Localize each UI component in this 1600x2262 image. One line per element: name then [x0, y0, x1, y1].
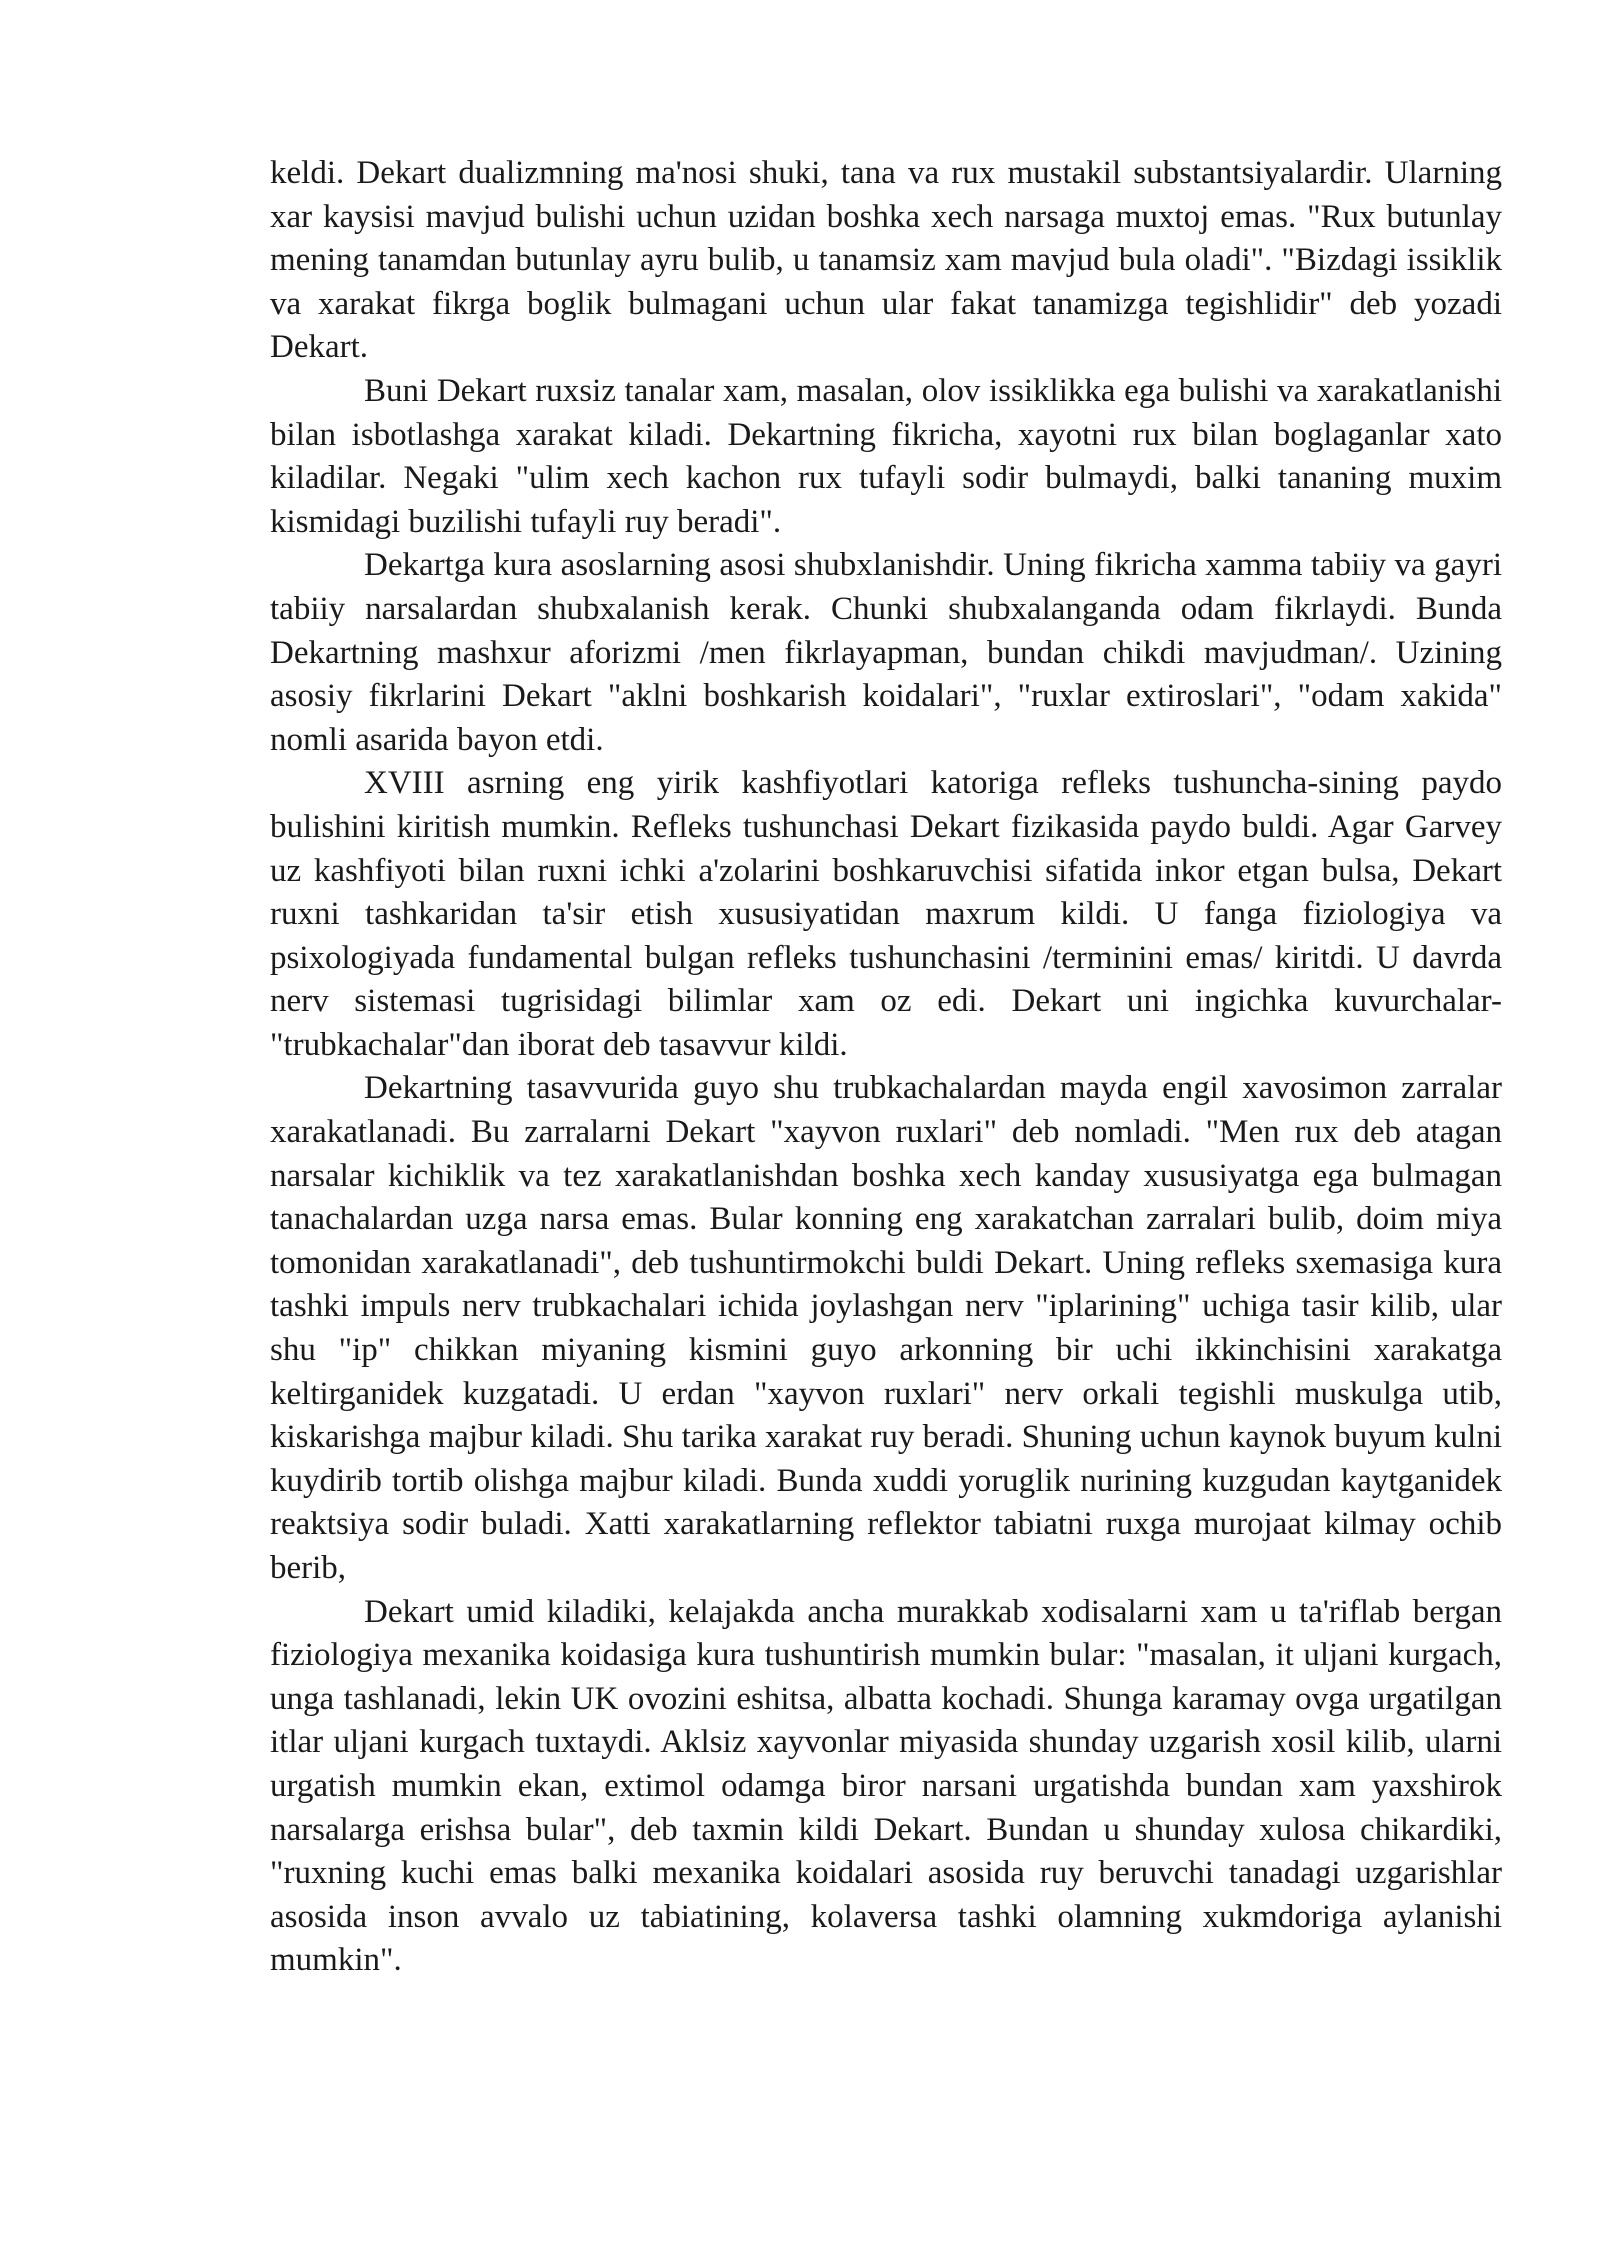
paragraph-3: Dekartga kura asoslarning asosi shubxlanishdir. Uning fikricha xamma tabiiy va gayri tabiiy narsalardan shubxalanish kerak. Chunki shubxalanganda odam fikrlaydi. Bunda Dekartning mashxur aforizmi /men fikrlayapman, bundan chikdi mavjudman/. Uzining asosiy fikrlarini Dekart "aklni boshkarish koidalari", "ruxlar extiroslari", "odam xakida" nomli asarida bayon etdi.	[270, 547, 1502, 758]
paragraph-5: Dekartning tasavvurida guyo shu trubkachalardan mayda engil xavosimon zarralar xarakatlanadi. Bu zarralarni Dekart "xayvon ruxlari" deb nomladi. "Men rux deb atagan narsalar kichiklik va tez xarakatlanishdan boshka xech kanday xususiyatga ega bulmagan tanachalardan uzga narsa emas. Bular konning eng xarakatchan zarralari bulib, doim miya tomonidan xarakatlanadi", deb tushuntirmokchi buldi Dekart. Uning refleks sxemasiga kura tashki impuls nerv trubkachalari ichida joylashgan nerv "iplarining" uchiga tasir kilib, ular shu "ip" chikkan miyaning kismini guyo arkonning bir uchi ikkinchisini xarakatga keltirganidek kuzgatadi. U erdan "xayvon ruxlari" nerv orkali tegishli muskulga utib, kiskarishga majbur kiladi. Shu tarika xarakat ruy beradi. Shuning uchun kaynok buyum kulni kuydirib tortib olishga majbur kiladi. Bunda xuddi yoruglik nurining kuzgudan kaytganidek reaktsiya sodir buladi. Xatti xarakatlarning reflektor tabiatni ruxga murojaat kilmay ochib berib,	[270, 1070, 1502, 1586]
document-page	[270, 152, 1502, 1983]
paragraph-6: Dekart umid kiladiki, kelajakda ancha murakkab xodisalarni xam u ta'riflab bergan fiziologiya mexanika koidasiga kura tushuntirish mumkin bular: "masalan, it uljani kurgach, unga tashlanadi, lekin UK ovozini eshitsa, albatta kochadi. Shunga karamay ovga urgatilgan itlar uljani kurgach tuxtaydi. Aklsiz xayvonlar miyasida shunday uzgarish xosil kilib, ularni urgatish mumkin ekan, extimol odamga biror narsani urgatishda bundan xam yaxshirok narsalarga erishsa bular", deb taxmin kildi Dekart. Bundan u shunday xulosa chikardiki, "ruxning kuchi emas balki mexanika koidalari asosida ruy beruvchi tanadagi uzgarishlar asosida inson avvalo uz tabiatining, kolaversa tashki olamning xukmdoriga aylanishi mumkin".	[270, 1593, 1502, 1979]
paragraph-4: XVIII asrning eng yirik kashfiyotlari katoriga refleks tushuncha-sining paydo bulishini kiritish mumkin. Refleks tushunchasi Dekart fizikasida paydo buldi. Agar Garvey uz kashfiyoti bilan ruxni ichki a'zolarini boshkaruvchisi sifatida inkor etgan bulsa, Dekart ruxni tashkaridan ta'sir etish xususiyatidan maxrum kildi. U fanga fiziologiya va psixologiyada fundamental bulgan refleks tushunchasini /terminini emas/ kiritdi. U davrda nerv sistemasi tugrisidagi bilimlar xam oz edi. Dekart uni ingichka kuvurchalar-"trubkachalar"dan iborat deb tasavvur kildi.	[270, 765, 1502, 1063]
paragraph-continuation: keldi. Dekart dualizmning ma'nosi shuki, tana va rux mustakil substantsiyalardir. Ularning xar kaysisi mavjud bulishi uchun uzidan boshka xech narsaga muxtoj emas. "Rux butunlay mening tanamdan butunlay ayru bulib, u tanamsiz xam mavjud bula oladi". "Bizdagi issiklik va xarakat fikrga boglik bulmagani uchun ular fakat tanamizga tegishlidir" deb yozadi Dekart.	[270, 155, 1502, 366]
paragraph-2: Buni Dekart ruxsiz tanalar xam, masalan, olov issiklikka ega bulishi va xarakatlanishi bilan isbotlashga xarakat kiladi. Dekartning fikricha, xayotni rux bilan boglaganlar xato kiladilar. Negaki "ulim xech kachon rux tufayli sodir bulmaydi, balki tananing muxim kismidagi buzilishi tufayli ruy beradi".	[270, 372, 1502, 540]
